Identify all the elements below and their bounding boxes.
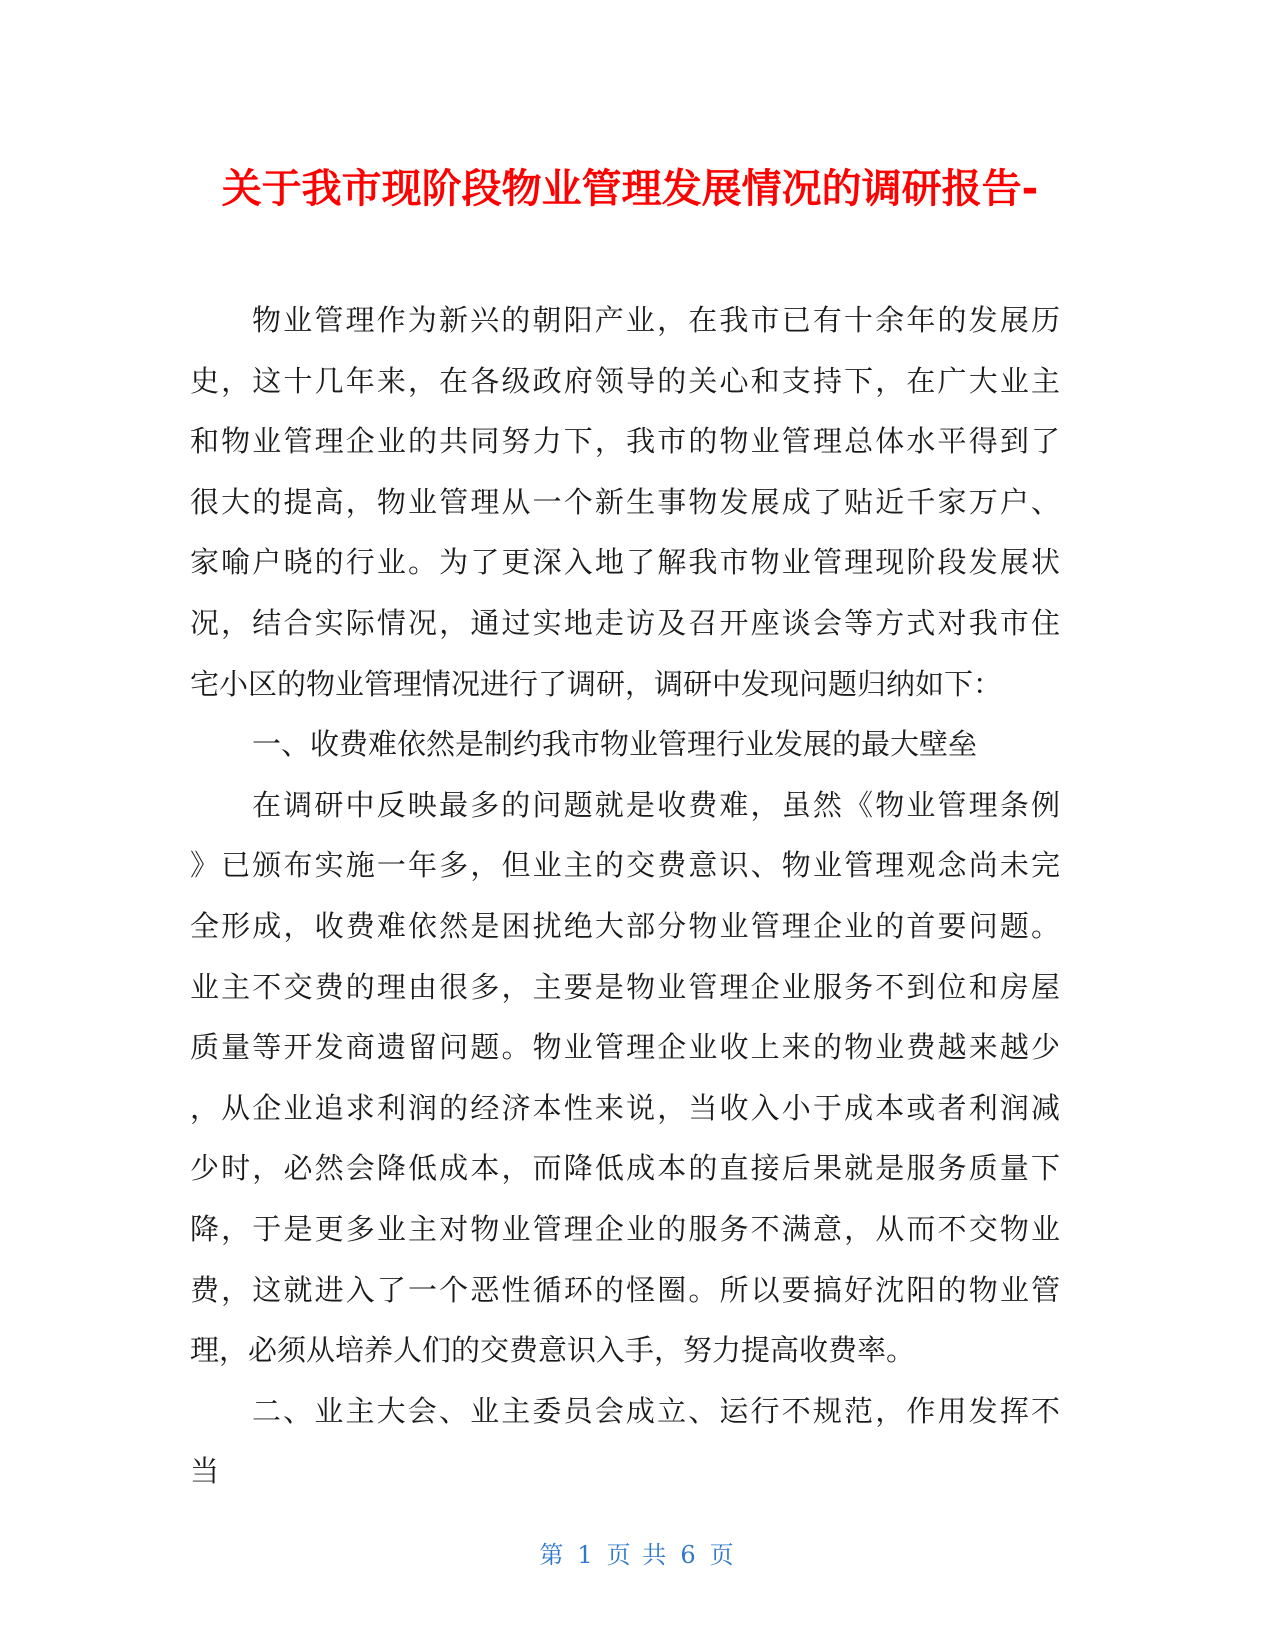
section-heading: 二、业主大会、业主委员会成立、运行不规范，作用发挥不 [252, 1393, 1060, 1428]
body-line: 在调研中反映最多的问题就是收费难，虽然《物业管理条例 [252, 787, 1060, 822]
body-line: 和物业管理企业的共同努力下，我市的物业管理总体水平得到了 [190, 424, 1060, 459]
section-heading-continuation: 当 [190, 1454, 220, 1489]
page-label-prefix: 第 [539, 1541, 566, 1569]
body-line: 史，这十几年来，在各级政府领导的关心和支持下，在广大业主 [190, 363, 1060, 398]
document-title: 关于我市现阶段物业管理发展情况的调研报告- [221, 166, 1039, 212]
body-line: 况，结合实际情况，通过实地走访及召开座谈会等方式对我市住 [190, 605, 1060, 640]
body-line: 质量等开发商遗留问题。物业管理企业收上来的物业费越来越少 [190, 1030, 1060, 1065]
body-line: 物业管理作为新兴的朝阳产业，在我市已有十余年的发展历 [252, 303, 1060, 337]
body-line: ，从企业追求利润的经济本性来说，当收入小于成本或者利润减 [190, 1090, 1060, 1125]
page-label-mid: 页 共 [606, 1541, 669, 1569]
body-line: 很大的提高，物业管理从一个新生事物发展成了贴近千家万户、 [190, 484, 1060, 519]
document-body [190, 290, 1060, 1502]
page-label-suffix: 页 [709, 1541, 736, 1569]
body-line: 理，必须从培养人们的交费意识入手，努力提高收费率。 [190, 1333, 916, 1368]
total-pages-number: 6 [680, 1541, 698, 1569]
section-heading: 一、收费难依然是制约我市物业管理行业发展的最大壁垒 [252, 727, 978, 762]
body-line: 少时，必然会降低成本，而降低成本的直接后果就是服务质量下 [190, 1151, 1060, 1186]
body-line: 》已颁布实施一年多，但业主的交费意识、物业管理观念尚未完 [190, 848, 1060, 883]
page-footer [0, 1535, 1275, 1570]
body-line: 业主不交费的理由很多，主要是物业管理企业服务不到位和房屋 [190, 969, 1060, 1004]
body-line: 全形成，收费难依然是困扰绝大部分物业管理企业的首要问题。 [190, 908, 1060, 943]
body-line: 家喻户晓的行业。为了更深入地了解我市物业管理现阶段发展状 [190, 545, 1060, 580]
current-page-number: 1 [577, 1541, 595, 1569]
body-line: 宅小区的物业管理情况进行了调研，调研中发现问题归纳如下： [190, 666, 1003, 701]
body-line: 费，这就进入了一个恶性循环的怪圈。所以要搞好沈阳的物业管 [190, 1272, 1060, 1307]
body-line: 降，于是更多业主对物业管理企业的服务不满意，从而不交物业 [190, 1211, 1060, 1246]
